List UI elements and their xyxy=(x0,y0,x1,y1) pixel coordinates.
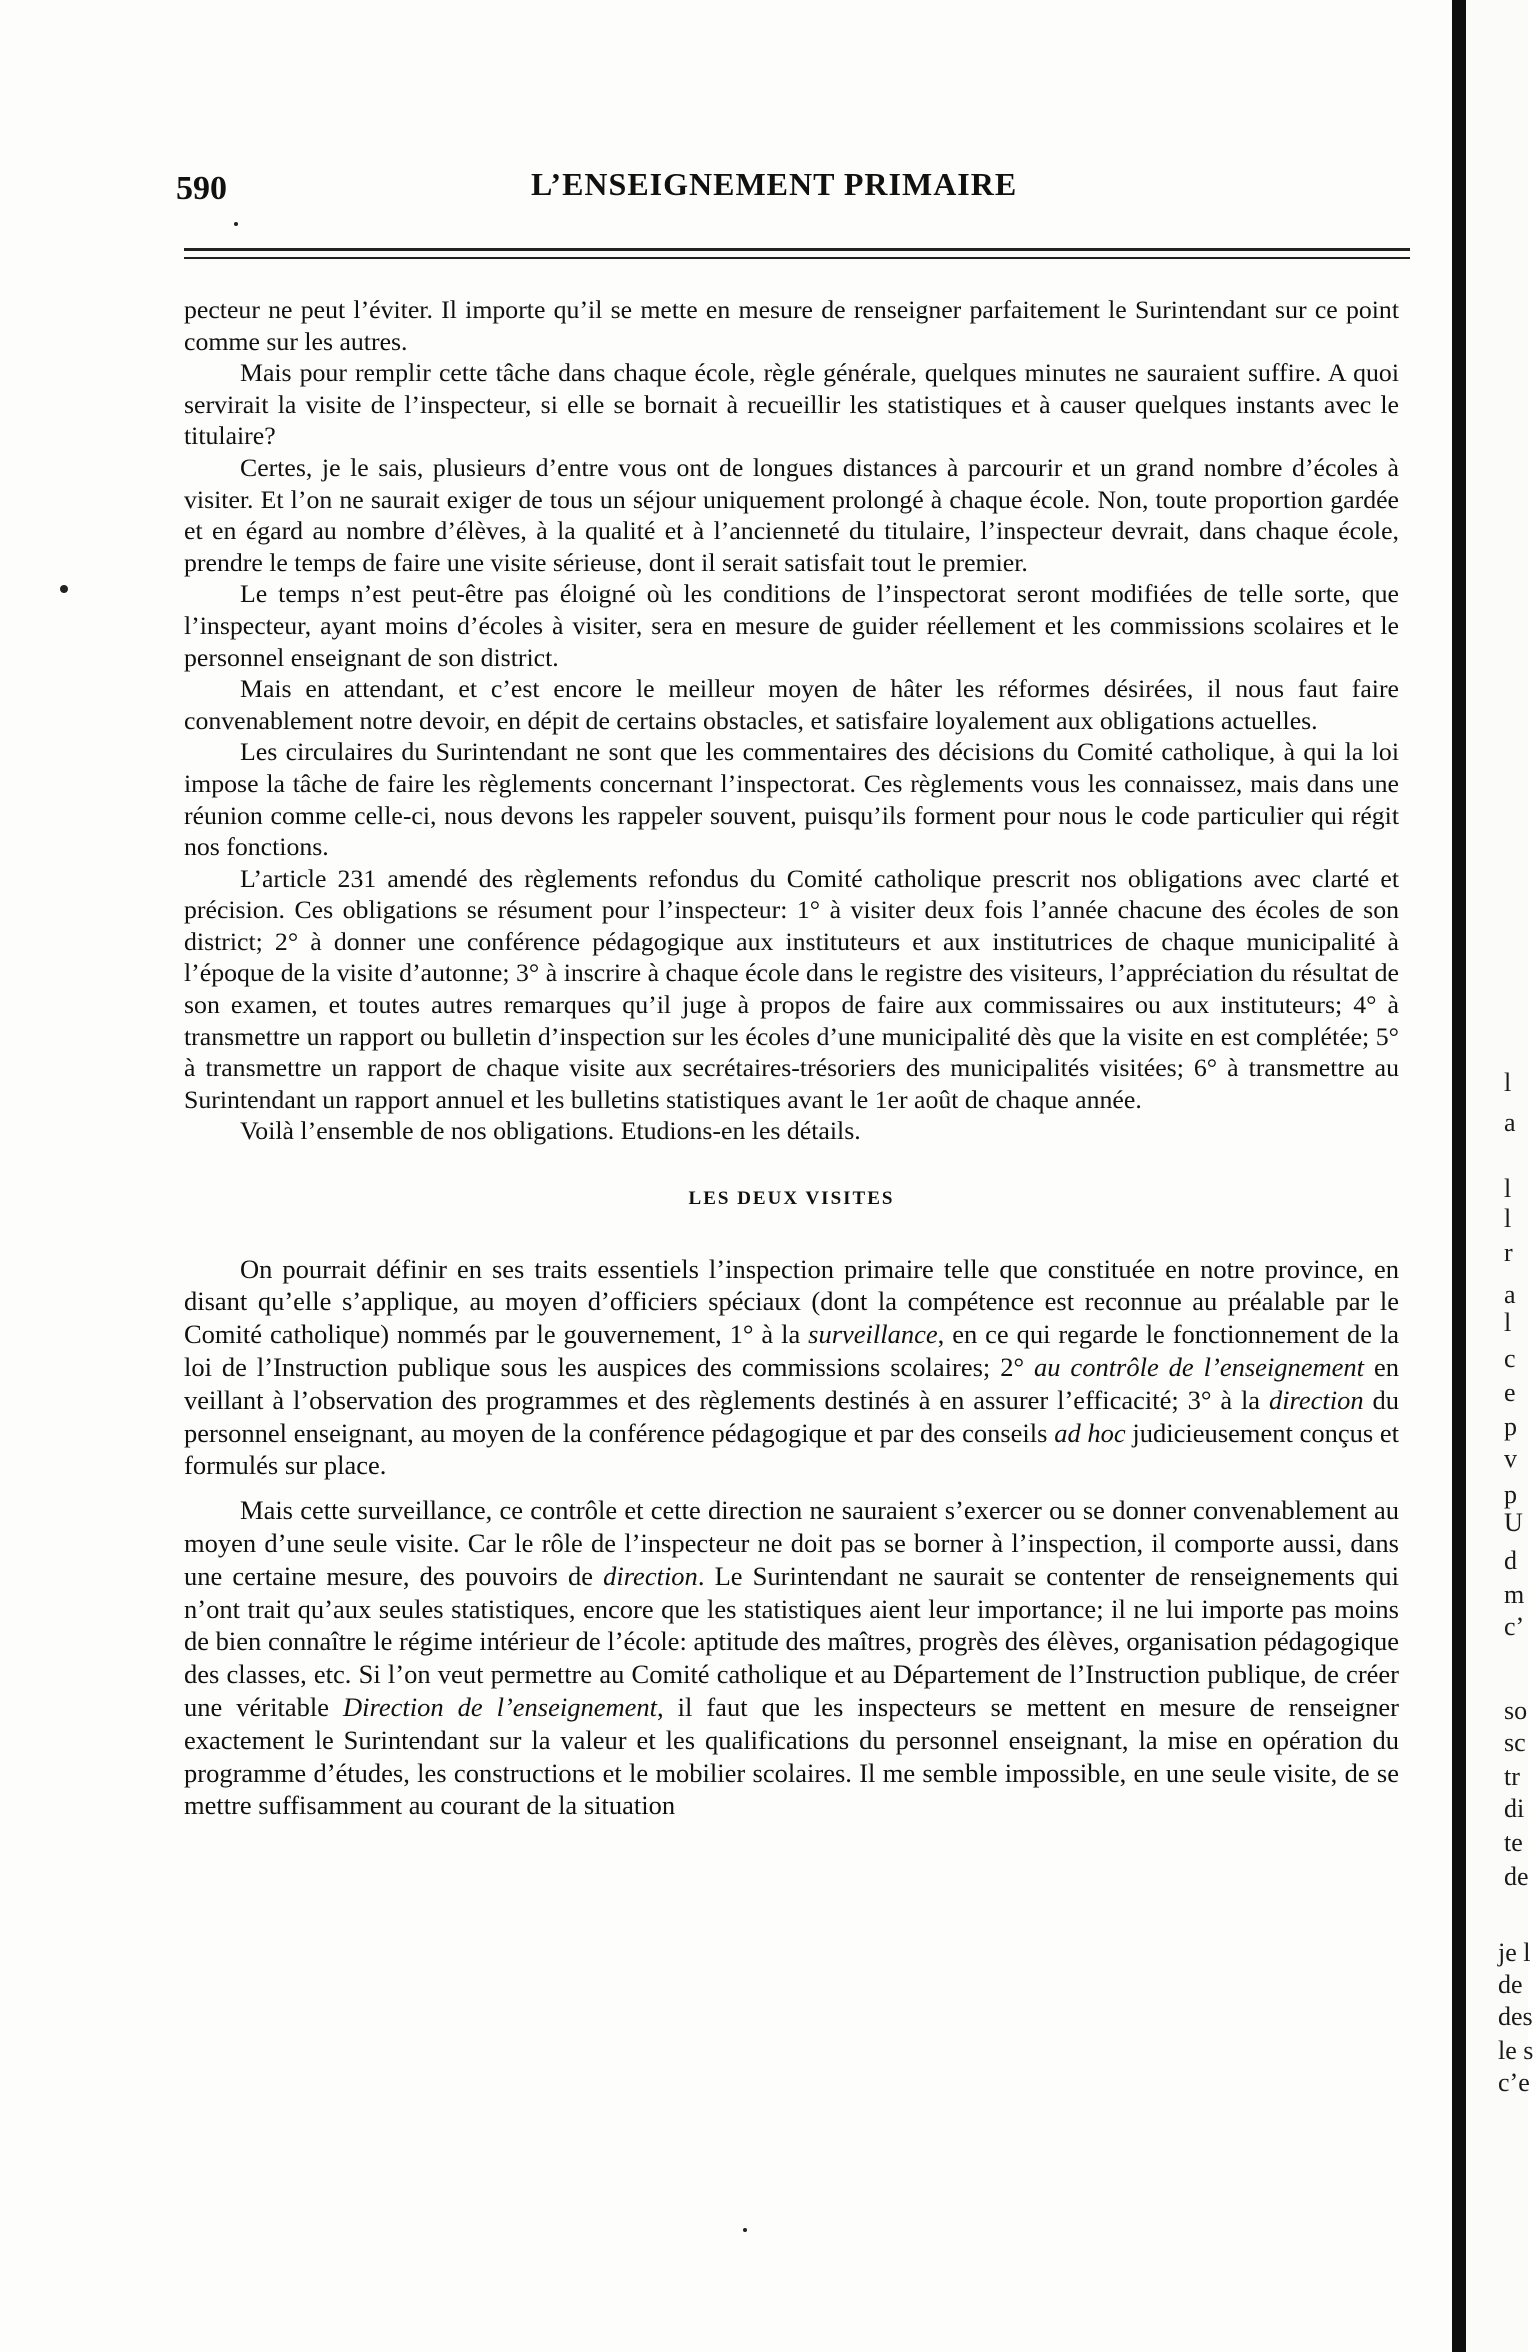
adjacent-fragment: r xyxy=(1504,1238,1513,1267)
adjacent-fragment: v xyxy=(1504,1444,1517,1473)
running-title: L’ENSEIGNEMENT PRIMAIRE xyxy=(531,166,1018,202)
text-run: en veillant à l’observation des programmes et des règlements destinés à en assurer l’efficacité; 3° à la xyxy=(184,1352,1399,1415)
paragraph: Voilà l’ensemble de nos obligations. Etudions-en les détails. xyxy=(240,1116,861,1146)
paragraph xyxy=(184,1253,1399,1483)
adjacent-fragment: te xyxy=(1504,1828,1523,1857)
adjacent-fragment: l xyxy=(1504,1308,1512,1337)
adjacent-fragment: c’ xyxy=(1504,1612,1525,1641)
adjacent-fragment: l xyxy=(1504,1174,1512,1203)
text-run: Mais cette surveillance, ce contrôle et cette direction ne sauraient s’exercer ou se donner convenablement au moyen d’une seule visite. Car le rôle de l’inspecteur ne doit pas se borner à l’inspection, il comporte aussi, dans une certaine mesure, des pouvoirs de xyxy=(184,1495,1399,1591)
italic-run: Direction de l’enseignement xyxy=(342,1691,657,1722)
italic-run: direction xyxy=(603,1560,698,1591)
paragraph: L’article 231 amendé des règlements refondus du Comité catholique prescrit nos obligations avec clarté et précision. Ces obligations se résument pour l’inspecteur: 1° à visiter deux fois l’année chacune des écoles de son district; 2° à donner une conférence pédagogique aux instituteurs et aux institutrices de chaque municipalité à l’époque de la visite d’autonne; 3° à inscrire à chaque école dans le registre des visiteurs, l’appréciation du résultat de son examen, et toutes autres remarques qu’il juge à propos de faire aux commissaires ou aux instituteurs; 4° à transmettre un rapport ou bulletin d’inspection sur les écoles d’une municipalité dès que la visite en est complétée; 5° à transmettre un rapport de chaque visite aux secrétaires-trésoriers des municipalités visitées; 6° à transmettre au Surintendant un rapport annuel et les bulletins statistiques avant le 1er août de chaque année. xyxy=(184,863,1399,1114)
paragraph: Mais pour remplir cette tâche dans chaque école, règle générale, quelques minutes ne sauraient suffire. A quoi servirait la visite de l’inspecteur, si elle se bornait à recueillir les statistiques et à causer quelques instants avec le titulaire? xyxy=(184,358,1399,451)
paragraph: Mais en attendant, et c’est encore le meilleur moyen de hâter les réformes désirées, il nous faut faire convenablement notre devoir, en dépit de certains obstacles, et satisfaire loyalement aux obligations actuelles. xyxy=(184,674,1399,735)
italic-run: direction xyxy=(1268,1384,1364,1415)
adjacent-fragment: sc xyxy=(1504,1728,1526,1757)
adjacent-fragment: m xyxy=(1504,1580,1525,1609)
text-run: . Le Surintendant ne saurait se contenter de renseignements qui n’ont trait qu’aux seules statistiques, encore que les statistiques aient leur importance; il ne lui importe pas moins de bien connaître le régime intérieur de l’école: aptitude des maîtres, progrès des élèves, organisation pédagogique des classes, etc. Si l’on veut permettre au Comité catholique et au Département de l’Instruction publique, de créer une véritable xyxy=(184,1560,1399,1722)
margin-dot xyxy=(60,585,68,593)
text-run: judicieusement conçus et formulés sur place. xyxy=(184,1417,1400,1481)
adjacent-fragment: c xyxy=(1504,1344,1516,1373)
adjacent-fragment: c’e xyxy=(1498,2068,1530,2097)
adjacent-fragment: l xyxy=(1504,1068,1512,1097)
speck xyxy=(234,222,238,226)
adjacent-fragment: tr xyxy=(1504,1762,1520,1791)
section-heading: LES DEUX VISITES xyxy=(688,1188,895,1210)
adjacent-fragment: de xyxy=(1504,1862,1529,1891)
adjacent-fragment: d xyxy=(1504,1546,1517,1575)
adjacent-fragment: a xyxy=(1504,1108,1516,1137)
page-gutter-shadow xyxy=(1452,0,1466,2352)
paragraph: Certes, je le sais, plusieurs d’entre vous ont de longues distances à parcourir et un grand nombre d’écoles à visiter. Et l’on ne saurait exiger de tous un séjour uniquement prolongé à chaque école. Non, toute proportion gardée et en égard au nombre d’élèves, à la qualité et à l’ancienneté du titulaire, l’inspecteur devrait, dans chaque école, prendre le temps de faire une visite sérieuse, dont il serait satisfait tout le premier. xyxy=(184,452,1399,577)
paragraph: Le temps n’est peut-être pas éloigné où les conditions de l’inspectorat seront modifiées de telle sorte, que l’inspecteur, ayant moins d’écoles à visiter, sera en mesure de guider réellement et les commissions scolaires et le personnel enseignant de son district. xyxy=(184,579,1399,672)
running-header xyxy=(176,158,1406,218)
article-body xyxy=(184,294,1399,1822)
adjacent-fragment: le s xyxy=(1498,2036,1533,2065)
text-run: , en ce qui regarde le fonctionnement de la loi de l’Instruction publique sous les auspices des commissions scolaires; 2° xyxy=(184,1319,1400,1383)
paragraph: pecteur ne peut l’éviter. Il importe qu’il se mette en mesure de renseigner parfaitement le Surintendant sur ce point comme sur les autres. xyxy=(184,295,1399,356)
adjacent-fragment: je l xyxy=(1498,1938,1531,1967)
adjacent-fragment: p xyxy=(1504,1412,1517,1441)
italic-run: au contrôle de l’enseignement xyxy=(1034,1352,1365,1383)
italic-run: ad hoc xyxy=(1054,1417,1126,1448)
adjacent-fragment: di xyxy=(1504,1794,1525,1823)
italic-run: surveillance xyxy=(808,1319,938,1350)
adjacent-fragment: l xyxy=(1504,1204,1512,1233)
header-rule xyxy=(184,248,1410,251)
adjacent-fragment: des xyxy=(1498,2002,1533,2031)
text-run: On pourrait définir en ses traits essentiels l’inspection primaire telle que constituée en notre province, en disant qu’elle s’applique, au moyen d’officiers spéciaux (dont la compétence est reconnue au préalable par le Comité catholique) nommés par le gouvernement, 1° à la xyxy=(184,1253,1399,1350)
adjacent-page-edge xyxy=(1452,0,1528,2352)
header-rule-secondary xyxy=(184,257,1410,259)
speck xyxy=(743,2228,747,2232)
text-run: du personnel enseignant, au moyen de la conférence pédagogique et par des conseils xyxy=(184,1384,1400,1448)
paragraph: Les circulaires du Surintendant ne sont que les commentaires des décisions du Comité catholique, à qui la loi impose la tâche de faire les règlements concernant l’inspectorat. Ces règlements vous les connaissez, mais dans une réunion comme celle-ci, nous devons les rappeler souvent, puisqu’ils forment pour nous le code particulier qui régit nos fonctions. xyxy=(184,737,1399,862)
page-number: 590 xyxy=(176,170,227,207)
paragraph xyxy=(184,1494,1399,1822)
text-run: , il faut que les inspecteurs se mettent en mesure de renseigner exactement le Surintendant sur la valeur et les qualifications du personnel enseignant, la mise en opération du programme d’études, les constructions et le mobilier scolaires. Il me semble impossible, en une seule visite, de se mettre suffisamment au courant de la situation xyxy=(184,1691,1399,1821)
adjacent-fragment: U xyxy=(1504,1508,1523,1537)
adjacent-fragment: e xyxy=(1504,1378,1516,1407)
adjacent-fragment: de xyxy=(1498,1970,1523,1999)
adjacent-fragment: so xyxy=(1504,1696,1528,1725)
adjacent-fragment: p xyxy=(1504,1480,1517,1509)
adjacent-fragment: a xyxy=(1504,1280,1516,1309)
